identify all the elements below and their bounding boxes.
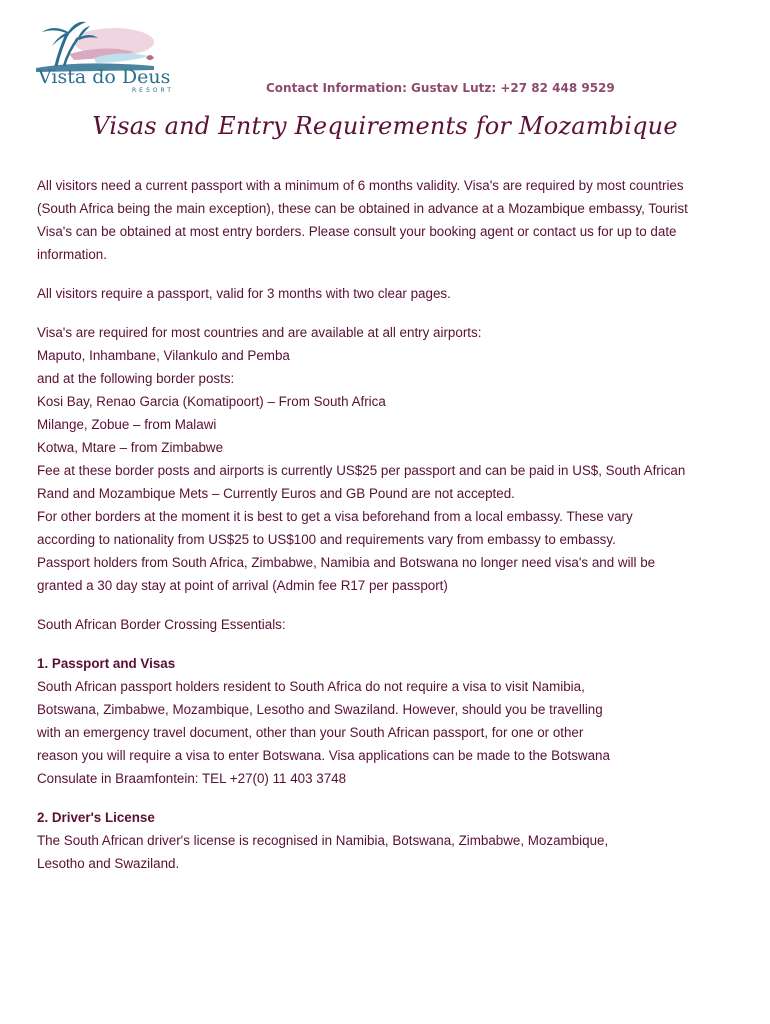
paragraph-line: Fee at these border posts and airports is currently US$25 per passport and can be paid in US$, South African [37,463,686,478]
paragraph-line: All visitors need a current passport with a minimum of 6 months validity. Visa's are required by most countries [37,178,684,193]
paragraph-line: with an emergency travel document, other than your South African passport, for one or other [37,725,584,740]
paragraph-line: All visitors require a passport, valid for 3 months with two clear pages. [37,286,451,301]
paragraph-line: South African passport holders resident to South Africa do not require a visa to visit Namibia, [37,679,585,694]
paragraph-line: Kotwa, Mtare – from Zimbabwe [37,440,224,455]
paragraph-line: Maputo, Inhambane, Vilankulo and Pemba [37,348,290,363]
page-title: Visas and Entry Requirements for Mozambique [92,112,678,140]
paragraph-line: Milange, Zobue – from Malawi [37,417,217,432]
paragraph-line: South African Border Crossing Essentials: [37,617,286,632]
paragraph-line: granted a 30 day stay at point of arrival (Admin fee R17 per passport) [37,578,448,593]
paragraph-line: Consulate in Braamfontein: TEL +27(0) 11 403 3748 [37,771,347,786]
paragraph-line: Rand and Mozambique Mets – Currently Euros and GB Pound are not accepted. [37,486,515,501]
paragraph-line: and at the following border posts: [37,371,235,386]
paragraph-line: Lesotho and Swaziland. [37,856,180,871]
logo-subtext: RESORT [132,87,174,94]
contact-information: Contact Information: Gustav Lutz: +27 82 448 9529 [266,81,615,95]
resort-logo [34,14,184,98]
section-heading: 1. Passport and Visas [37,656,176,671]
paragraph-line: For other borders at the moment it is best to get a visa beforehand from a local embassy. These vary [37,509,633,524]
paragraph-line: Passport holders from South Africa, Zimbabwe, Namibia and Botswana no longer need visa's and will be [37,555,656,570]
paragraph-line: Botswana, Zimbabwe, Mozambique, Lesotho and Swaziland. However, should you be travelling [37,702,603,717]
paragraph-line: according to nationality from US$25 to US$100 and requirements vary from embassy to embassy. [37,532,616,547]
paragraph-line: The South African driver's license is recognised in Namibia, Botswana, Zimbabwe, Mozambique, [37,833,609,848]
paragraph-line: information. [37,247,107,262]
document-body [37,174,737,875]
logo-text: Vista do Deus [38,66,171,88]
paragraph-line: (South Africa being the main exception), these can be obtained in advance at a Mozambique embassy, Tourist [37,201,688,216]
paragraph-line: Visa's are required for most countries and are available at all entry airports: [37,325,482,340]
section-heading: 2. Driver's License [37,810,155,825]
paragraph-line: Visa's can be obtained at most entry borders. Please consult your booking agent or contact us for up to date [37,224,677,239]
paragraph-line: Kosi Bay, Renao Garcia (Komatipoort) – From South Africa [37,394,386,409]
paragraph-line: reason you will require a visa to enter Botswana. Visa applications can be made to the Botswana [37,748,610,763]
